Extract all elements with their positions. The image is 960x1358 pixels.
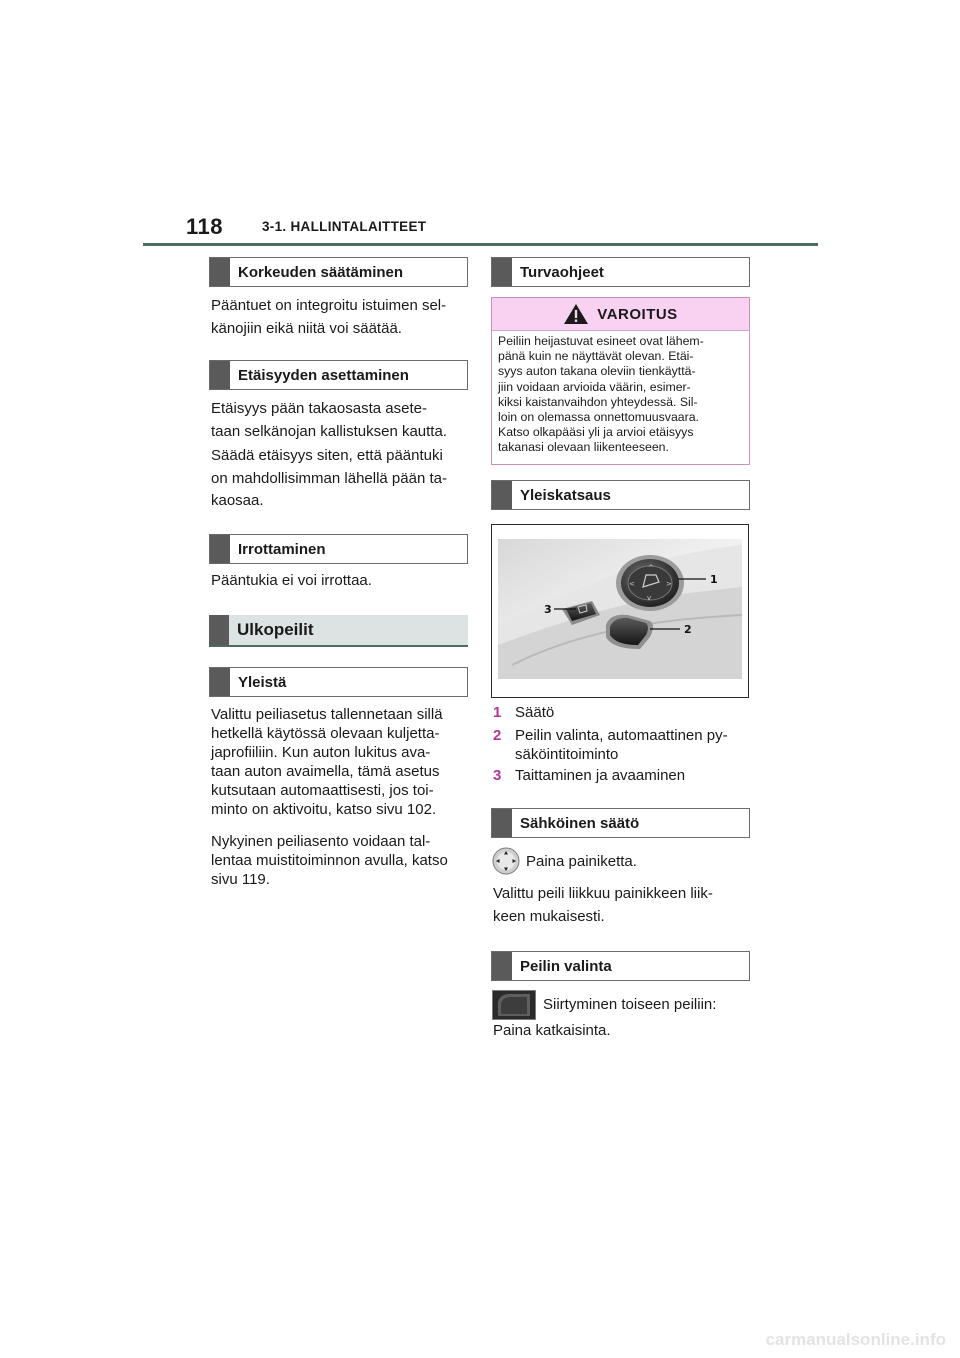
text-line: Nykyinen peiliasento voidaan tal- — [211, 833, 431, 850]
text-line: jiin voidaan arvioida väärin, esimer- — [498, 379, 691, 394]
text-line: Valittu peiliasetus tallennetaan sillä — [211, 706, 443, 723]
heading-label: Ulkopeilit — [237, 620, 314, 639]
text-line: Valittu peili liikkuu painikkeen liik- — [493, 885, 713, 902]
text-line: taan auton avaimella, tämä asetus — [211, 763, 440, 780]
heading-distance — [209, 360, 468, 390]
paragraph-general-1 — [211, 705, 443, 819]
mirror-switch-icon — [492, 990, 536, 1020]
direction-pad-icon — [492, 847, 520, 875]
text-line: Siirtyminen toiseen peiliin: — [543, 996, 717, 1013]
heading-electric-adjust — [491, 808, 750, 838]
text-line: Paina painiketta. — [526, 853, 637, 870]
heading-label: Yleistä — [238, 673, 287, 691]
mirror-controls-figure — [491, 524, 749, 698]
text-line: sivu 119. — [211, 871, 270, 888]
heading-safety — [491, 257, 750, 287]
paragraph-switch-2 — [493, 1020, 611, 1043]
text-line: känojiin eikä niitä voi säätää. — [211, 319, 402, 337]
warning-box — [491, 297, 750, 465]
text-line: pänä kuin ne näyttävät olevan. Etäi- — [498, 349, 694, 364]
heading-bar — [492, 809, 512, 837]
heading-bar — [492, 952, 512, 980]
svg-text:>: > — [666, 580, 672, 588]
section-title: 3-1. HALLINTALAITTEET — [262, 219, 427, 234]
paragraph-distance-1 — [211, 398, 447, 443]
text-line: takanasi olevaan liikenteeseen. — [498, 440, 669, 455]
heading-bar — [210, 535, 230, 563]
text-line: kaosaa. — [211, 492, 264, 509]
text-line: minto on aktivoitu, katso sivu 102. — [211, 801, 437, 818]
heading-height-adjust — [209, 257, 468, 287]
text-line: keen mukaisesti. — [493, 907, 605, 925]
heading-mirrors — [209, 615, 468, 647]
heading-bar — [210, 258, 230, 286]
text-line: lentaa muistitoiminnon avulla, katso — [211, 852, 448, 869]
heading-bar — [209, 615, 229, 645]
callout-2: 2 — [684, 623, 692, 636]
heading-label: Turvaohjeet — [520, 263, 604, 281]
text-line: Pääntuet on integroitu istuimen sel- — [211, 297, 447, 314]
paragraph-switch — [543, 994, 716, 1017]
svg-text:<: < — [629, 580, 635, 588]
text-line: Säädä etäisyys siten, että pääntuki — [211, 447, 443, 464]
callout-3: 3 — [544, 603, 552, 616]
heading-remove — [209, 534, 468, 564]
legend-number: 3 — [493, 767, 502, 784]
legend-text: säköintitoiminto — [515, 746, 619, 763]
heading-label: Etäisyyden asettaminen — [238, 366, 409, 384]
text-line: Etäisyys pään takaosasta asete- — [211, 400, 427, 417]
text-line: on mahdollisimman lähellä pään ta- — [211, 469, 447, 487]
heading-label: Korkeuden säätäminen — [238, 263, 404, 281]
heading-bar — [492, 481, 512, 509]
legend-text: Peilin valinta, automaattinen py- — [515, 727, 728, 744]
heading-label: Peilin valinta — [520, 957, 612, 975]
heading-label: Irrottaminen — [238, 540, 326, 558]
svg-text:^: ^ — [648, 564, 654, 572]
heading-bar — [210, 361, 230, 389]
page-number: 118 — [186, 214, 223, 239]
callout-1: 1 — [710, 573, 718, 586]
paragraph-mirror-moves — [493, 883, 713, 928]
warning-text — [492, 331, 749, 459]
heading-mirror-select — [491, 951, 750, 981]
text-line: loin on olemassa onnettomuusvaara. — [498, 410, 699, 425]
legend-text: Taittaminen ja avaaminen — [515, 767, 686, 784]
heading-bar — [492, 258, 512, 286]
heading-bar — [210, 668, 230, 696]
text-line: syys auton takana oleviin tienkäyttä- — [498, 364, 696, 379]
heading-label: Sähköinen säätö — [520, 814, 640, 832]
heading-overview — [491, 480, 750, 510]
heading-general — [209, 667, 468, 697]
paragraph-height — [211, 295, 446, 340]
paragraph-remove — [211, 570, 372, 593]
legend-number: 1 — [493, 704, 502, 721]
text-line: Peiliin heijastuvat esineet ovat lähem- — [498, 334, 704, 348]
legend-item-1 — [493, 703, 753, 723]
warning-header — [492, 298, 749, 331]
text-line: taan selkänojan kallistuksen kautta. — [211, 422, 447, 440]
legend-number: 2 — [493, 727, 502, 744]
warning-triangle-icon — [563, 303, 589, 325]
legend-text: Säätö — [515, 704, 555, 721]
paragraph-press — [526, 851, 637, 874]
text-line: kiksi kaistanvaihdon yhteydessä. Sil- — [498, 394, 698, 409]
legend-item-2 — [493, 726, 753, 766]
text-line: japrofiiliin. Kun auton lukitus ava- — [211, 744, 431, 761]
text-line: Katso olkapääsi yli ja arvioi etäisyys — [498, 425, 694, 440]
paragraph-general-2 — [211, 832, 448, 889]
mirror-controls-illustration — [492, 525, 748, 697]
text-line: Paina katkaisinta. — [493, 1022, 611, 1039]
text-line: hetkellä käytössä olevaan kuljetta- — [211, 725, 440, 742]
watermark: carmanualsonline.info — [765, 1330, 946, 1349]
heading-label: Yleiskatsaus — [520, 486, 611, 504]
header-rule — [143, 243, 818, 246]
text-line: Pääntukia ei voi irrottaa. — [211, 572, 372, 589]
legend-item-3 — [493, 766, 753, 786]
warning-title: VAROITUS — [597, 305, 678, 323]
paragraph-distance-2 — [211, 445, 447, 513]
svg-text:v: v — [647, 594, 652, 602]
text-line: kutsutaan automaattisesti, jos toi- — [211, 782, 434, 799]
